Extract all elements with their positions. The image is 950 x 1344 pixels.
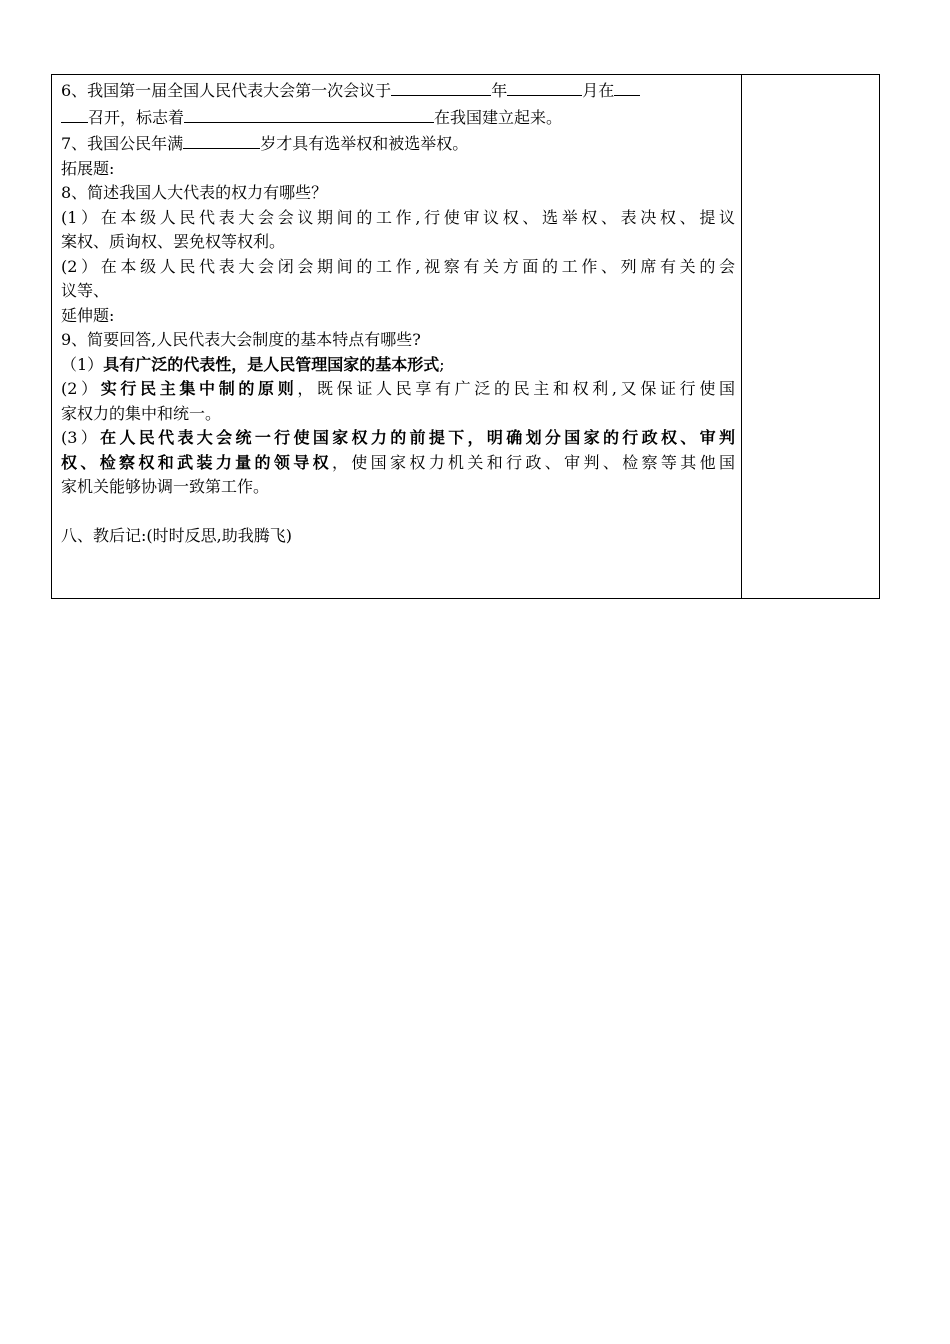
question-7-text-2: 岁才具有选举权和被选举权。 <box>260 134 469 153</box>
extend-heading: 延伸题: <box>61 305 115 325</box>
question-8: 8、简述我国人大代表的权力有哪些？ <box>61 183 328 202</box>
blank-place-part-2 <box>61 104 88 123</box>
question-7-text: 7、我国公民年满 <box>61 134 184 153</box>
question-9-answer-2-line-1 <box>61 377 735 402</box>
question-9-answer-3-line-2 <box>61 451 735 476</box>
reflection-heading: 八、教后记:(时时反思,助我腾飞) <box>61 526 292 545</box>
answer-3-number: (3） <box>61 428 101 447</box>
question-7 <box>61 130 735 157</box>
answer-1-number: （1） <box>61 354 104 374</box>
question-6-text-3: 在我国建立起来。 <box>434 107 563 127</box>
question-9-answer-3-line-1 <box>61 426 735 451</box>
answer-2-rest: ，既保证人民享有广泛的民主和权利,又保证行使国 <box>297 379 735 398</box>
question-8-answer-2-line-1: (2）在本级人民代表大会闭会期间的工作,视察有关方面的工作、列席有关的会 <box>61 256 735 276</box>
answer-1-bold: 具有广泛的代表性，是人民管理国家的基本形式 <box>103 354 440 374</box>
question-6-line-2 <box>61 104 735 131</box>
answer-2-bold: 实行民主集中制的原则 <box>100 379 298 398</box>
question-9-answer-3-line-3: 家机关能够协调一致第工作。 <box>61 477 270 496</box>
spacer <box>61 500 735 525</box>
question-9: 9、简要回答,人民代表大会制度的基本特点有哪些? <box>61 330 421 349</box>
question-9-answer-1 <box>61 353 735 378</box>
content-cell <box>52 75 742 598</box>
question-6-text: 6、我国第一届全国人民代表大会第一次会议于 <box>61 81 392 100</box>
question-9-answer-2-line-2: 家权力的集中和统一。 <box>61 403 222 423</box>
question-8-answer-1-line-1: (1）在本级人民代表大会会议期间的工作,行使审议权、选举权、表决权、提议 <box>61 207 735 227</box>
answer-3-bold-1: 在人民代表大会统一行使国家权力的前提下，明确划分国家的行政权、审判 <box>100 428 735 447</box>
notes-cell <box>742 75 879 598</box>
question-8-answer-2-line-2: 议等、 <box>61 281 110 300</box>
answer-3-bold-2: 权、检察权和武装力量的领导权 <box>61 452 332 472</box>
answer-1-suffix: ; <box>439 354 445 374</box>
answer-3-rest: ，使国家权力机关和行政、审判、检察等其他国 <box>331 452 735 472</box>
blank-age <box>183 130 260 149</box>
blank-system <box>184 104 434 123</box>
blank-year <box>391 77 491 96</box>
blank-place-part-1 <box>614 77 640 96</box>
worksheet-table <box>51 74 880 599</box>
question-6-text-2: 召开，标志着 <box>88 107 185 127</box>
question-8-answer-1-line-2: 案权、质询权、罢免权等权利。 <box>61 232 286 251</box>
blank-month <box>507 77 582 96</box>
expand-heading: 拓展题: <box>61 158 115 178</box>
month-label: 月在 <box>582 81 615 100</box>
answer-2-number: (2） <box>61 379 101 398</box>
year-label: 年 <box>491 81 508 100</box>
question-6-line-1 <box>61 77 735 104</box>
